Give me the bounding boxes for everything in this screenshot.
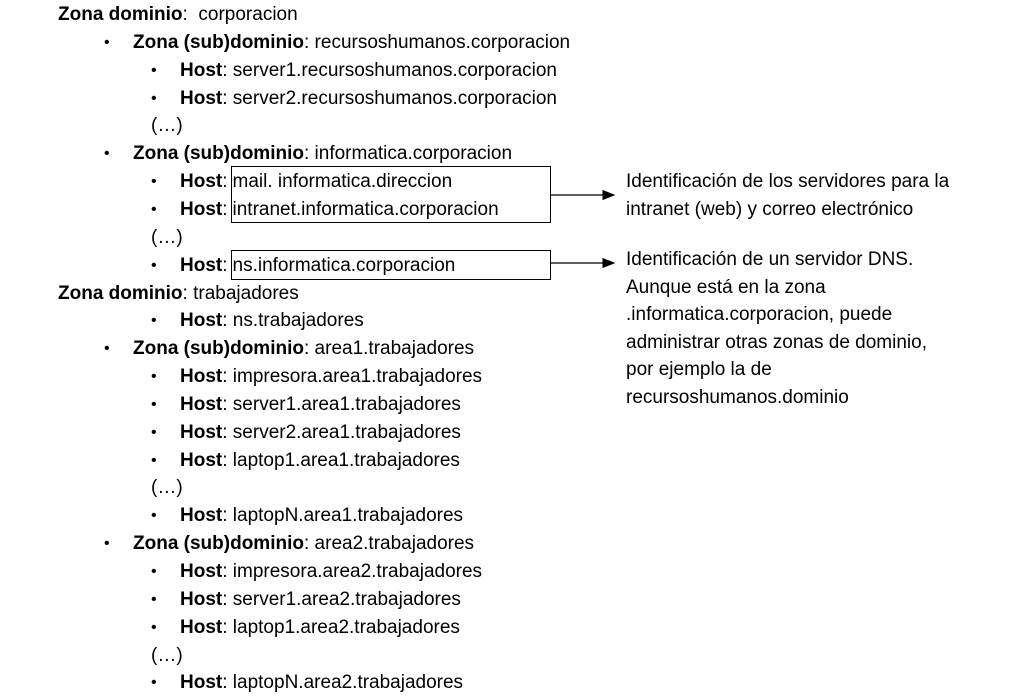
row-label: Host: [180, 672, 223, 694]
bullet-icon: •: [151, 200, 157, 218]
bullet-icon: •: [151, 312, 157, 330]
bullet-icon: •: [151, 368, 157, 386]
annotation-dns: [626, 246, 927, 411]
bullet-icon: •: [151, 451, 157, 469]
bullet-icon: •: [151, 395, 157, 413]
row-value: server1.area1.trabajadores: [232, 393, 461, 415]
row-separator: :: [182, 282, 194, 304]
row-label: Host: [180, 449, 223, 471]
row-label: Zona dominio: [58, 4, 183, 25]
row-value: server1.area2.trabajadores: [232, 588, 461, 610]
row-separator: :: [303, 533, 315, 555]
annotation-line: Identificación de los servidores para la: [626, 171, 950, 192]
row-value: (…): [151, 644, 183, 666]
bullet-icon: •: [104, 535, 110, 553]
row-label: Host: [180, 505, 223, 527]
bullet-icon: •: [151, 563, 157, 580]
row-separator: :: [303, 143, 315, 165]
annotation-line: Identificación de un servidor DNS.: [626, 249, 914, 270]
row-separator: :: [222, 449, 233, 471]
row-value: mail. informatica.direccion: [232, 171, 453, 193]
row-label: Host: [180, 87, 223, 109]
row-label: Zona (sub)dominio: [133, 533, 304, 555]
row-separator: :: [222, 672, 233, 694]
row-separator: :: [222, 310, 233, 332]
row-value: informatica.corporacion: [314, 143, 513, 165]
bullet-icon: •: [151, 256, 157, 274]
row-value: area1.trabajadores: [314, 338, 475, 360]
row-separator: :: [222, 59, 233, 81]
row-value: recursoshumanos.corporacion: [314, 31, 571, 53]
row-separator: :: [222, 561, 233, 582]
row-value: server1.recursoshumanos.corporacion: [232, 59, 558, 81]
row-separator: :: [222, 588, 233, 610]
row-value: trabajadores: [193, 282, 299, 304]
row-value: (…): [151, 477, 183, 499]
row-separator: :: [222, 198, 228, 220]
bullet-icon: •: [104, 33, 110, 51]
row-value: ns.trabajadores: [232, 310, 364, 332]
row-label: Host: [180, 198, 223, 220]
row-value: laptopN.area2.trabajadores: [232, 672, 464, 694]
row-separator: :: [222, 366, 233, 388]
row-separator: :: [222, 254, 228, 276]
row-label: Zona (sub)dominio: [133, 338, 304, 360]
bullet-icon: •: [151, 590, 157, 608]
row-label: Zona (sub)dominio: [133, 143, 304, 165]
row-separator: :: [222, 87, 233, 109]
row-label: Host: [180, 171, 223, 193]
row-label: Host: [180, 254, 223, 276]
row-label: Host: [180, 616, 223, 638]
annotation-line: por ejemplo la de: [626, 359, 772, 380]
row-value: impresora.area1.trabajadores: [232, 366, 483, 388]
row-value: (…): [151, 226, 183, 248]
row-value: area2.trabajadores: [314, 533, 475, 555]
row-separator: :: [303, 31, 315, 53]
row-label: Zona dominio: [58, 282, 183, 304]
row-value: laptop1.area1.trabajadores: [232, 449, 460, 471]
row-separator: :: [222, 171, 228, 193]
row-separator: :: [222, 616, 233, 638]
bullet-icon: •: [104, 340, 110, 358]
bullet-icon: •: [104, 145, 110, 163]
row-separator: :: [182, 4, 199, 25]
annotation-line: recursoshumanos.dominio: [626, 386, 849, 408]
bullet-icon: •: [151, 423, 157, 441]
row-label: Host: [180, 421, 223, 443]
row-separator: :: [222, 505, 233, 527]
annotation-line: .informatica.corporacion, puede: [626, 304, 893, 325]
row-value: corporacion: [198, 4, 298, 25]
bullet-icon: •: [151, 507, 157, 525]
row-label: Host: [180, 59, 223, 81]
row-separator: :: [222, 421, 233, 443]
row-value: ns.informatica.corporacion: [232, 254, 456, 276]
annotation-web-mail: [626, 168, 949, 223]
annotation-line: Aunque está en la zona: [626, 276, 826, 298]
row-value: laptopN.area1.trabajadores: [232, 505, 464, 527]
row-label: Host: [180, 561, 223, 582]
row-label: Host: [180, 393, 223, 415]
row-label: Host: [180, 366, 223, 388]
row-value: (…): [151, 115, 183, 137]
row-label: Zona (sub)dominio: [133, 31, 304, 53]
bullet-icon: •: [151, 674, 157, 692]
row-value: laptop1.area2.trabajadores: [232, 616, 460, 638]
bullet-icon: •: [151, 61, 157, 79]
row-label: Host: [180, 310, 223, 332]
annotation-line: administrar otras zonas de dominio,: [626, 331, 927, 353]
bullet-icon: •: [151, 618, 157, 636]
bullet-icon: •: [151, 89, 157, 107]
row-value: intranet.informatica.corporacion: [232, 198, 499, 220]
row-separator: :: [303, 338, 315, 360]
row-value: server2.area1.trabajadores: [232, 421, 461, 443]
annotation-line: intranet (web) y correo electrónico: [626, 198, 914, 220]
row-separator: :: [222, 393, 233, 415]
row-value: impresora.area2.trabajadores: [232, 561, 483, 582]
bullet-icon: •: [151, 173, 157, 191]
row-label: Host: [180, 588, 223, 610]
row-value: server2.recursoshumanos.corporacion: [232, 87, 558, 109]
